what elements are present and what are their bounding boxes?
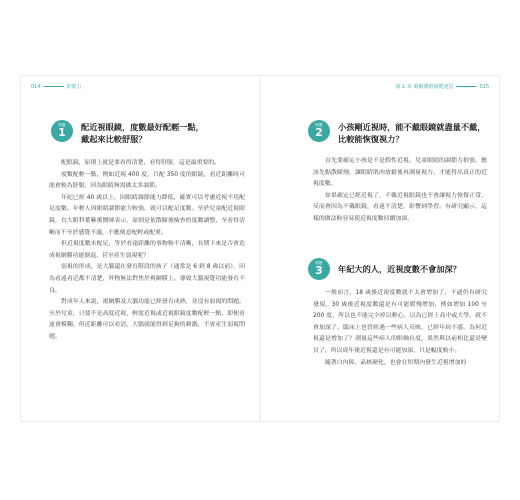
question-title [81,121,204,145]
left-page-number: 014 [31,84,41,90]
chapter-title: 破解護眼保健迷思 [413,84,454,90]
right-page [260,76,499,421]
paragraph: 但近視度數未配足，等於看遠距離的事物較不清晰，長期下來是否會造成視網膜功能倒退，甚至產生弱視呢？ [49,241,245,259]
question-badge [51,120,73,142]
paragraph: 弱視的形成，是大腦還在發育階段的孩子（通常是 6 到 8 歲以前），因為看遠看近都不清楚，外物無法對焦於視網膜上，導致大腦視覺功能發育不良。 [49,264,245,294]
question-label: 問題 [58,123,66,127]
chapter-label: 第 1 章 [395,84,412,90]
question-title-line: 年紀大的人，近視度數不會加深？ [338,264,461,274]
paragraph: 一般而言，18 歲後近視度數就不太會增加了，不過仍有研究發現，30 歲後近視度數還是有可能緩慢增加，例如增加 100 至 200 度，所以也不能完全掉以輕心，以為已經上高中或大學，就不會加深了。臨床上也曾經遇一些病人反映，已經年屆不惑，為何近視還是增加了？測量這些病人的眼軸長度，果然與以前相比還是變長了，所以成年後近視還是有可能加深，只是幅度較小。 [313,290,487,354]
question-badge [308,120,330,142]
paragraph: 對成年人來說，視網膜及大腦功能已經發育成熟，並沒有弱視的問題。至於兒童，只要不是高度近視，輕度近視或近視眼鏡度數配輕一點，即便看遠會模糊，但近距離可以看清，大腦就能得到足夠的刺激，不會產生弱視問題。 [49,299,245,340]
paragraph: 配眼鏡，原則上就是要看得清楚，看得舒服，這是最重要的。 [61,160,221,166]
question-label: 問題 [315,261,323,265]
right-page-number: 015 [479,84,489,90]
left-book-title: 好眼力 [66,84,82,90]
book-spread [21,76,499,421]
paragraph: 首先要確定小孩是不是假性近視。兒童眼睛的調節力很強，應該先點散瞳劑，讓眼睛肌肉放鬆後再測量視力，才能得出真正的近視度數。 [313,158,487,188]
header-rule [44,86,64,87]
question-title-line: 戴起來比較舒服？ [81,134,147,144]
paragraph: 年紀已經 40 歲以上，因眼睛調節能力降低，確實可以考慮近視不用配足度數。年輕人因眼睛調節能力較強，就可以配足度數。至於兒童配近視眼鏡，台大眼科葉紫薰醫師表示，原則是依散瞳後檢查的度數調整，至看得清晰而不至於感覺不適，不應刻意配輕或配重。 [49,194,245,236]
question-title-line: 小孩剛近視時，能不戴眼鏡就盡量不戴， [338,122,486,132]
paragraph: 度數配輕一點，例如近視 400 度，只配 350 度的眼鏡，看近距離時可能會較為舒服，因為眼睛無需做太多調節。 [49,171,245,190]
right-running-header [395,83,489,90]
question-number: 3 [315,264,323,277]
left-running-header [31,83,82,90]
question-2-answer [313,156,487,226]
paragraph: 如果確定已經近視了，不戴近視眼鏡也不會讓視力恢復正常，反而會因為不戴眼鏡，看遠不清楚，影響到學習。有研究顯示，這樣的做法較容易使近視度數持續加深。 [313,192,487,222]
question-title-line: 配近視眼鏡，度數最好配輕一點， [81,122,204,132]
question-1-answer [49,158,245,344]
question-title [338,263,461,275]
question-number: 1 [58,126,66,139]
question-3-answer [313,288,487,369]
question-title-line: 比較能恢復視力？ [338,134,404,144]
left-page [21,76,260,421]
question-number: 2 [315,126,323,139]
question-label: 問題 [315,123,323,127]
question-title [338,121,485,145]
header-rule [456,86,476,87]
question-badge [308,258,330,280]
paragraph: 隨著白內障、晶核硬化，也會在短期內發生近視增加的 [325,359,467,366]
